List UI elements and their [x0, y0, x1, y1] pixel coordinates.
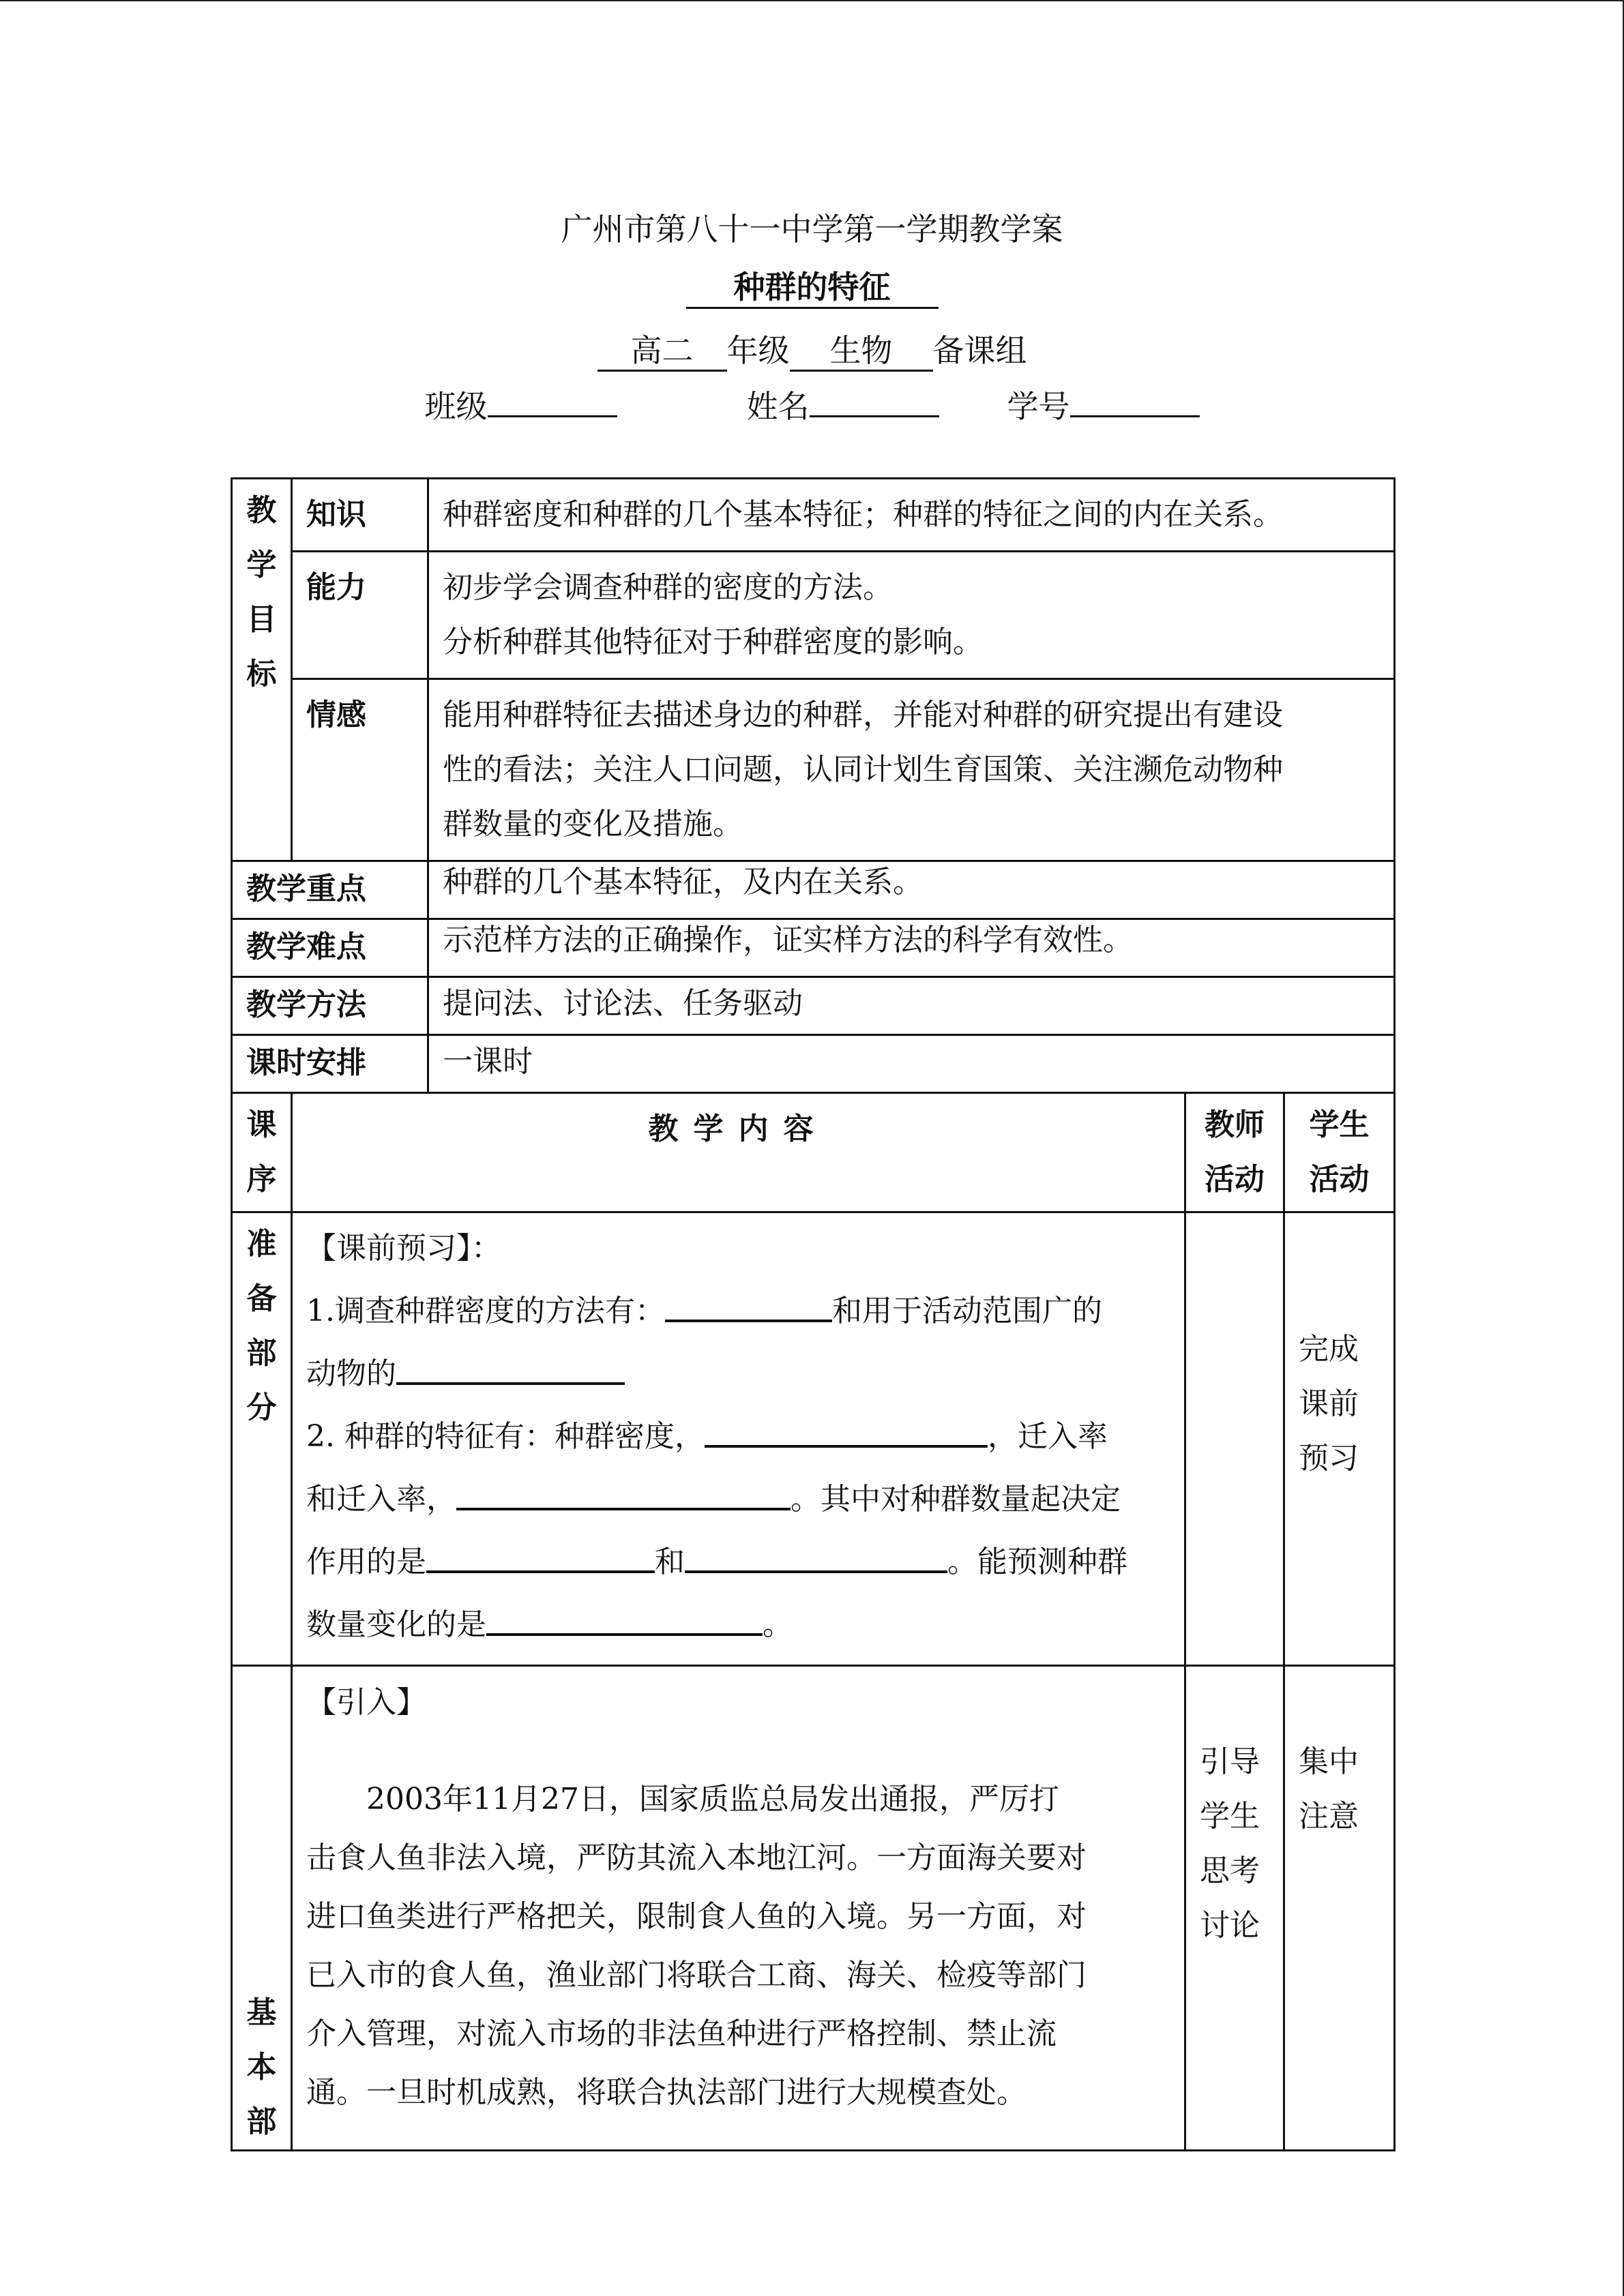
class-label: 班级 — [424, 388, 488, 425]
teacher-header-line: 教师 — [1205, 1107, 1265, 1142]
student-activity-line: 完成 — [1299, 1332, 1359, 1367]
prep-text: 数量变化的是 — [306, 1607, 486, 1642]
lesson-title — [0, 263, 1624, 308]
teacher-activity-line: 学生 — [1200, 1799, 1260, 1834]
basic-row — [232, 1666, 1395, 2151]
prep-text: ，迁入率 — [987, 1419, 1108, 1454]
objective-line: 初步学会调查种群的密度的方法。 — [443, 570, 893, 605]
teacher-header-line: 活动 — [1205, 1162, 1265, 1197]
prep-label-char: 准 — [246, 1227, 277, 1262]
group-suffix: 备课组 — [932, 332, 1027, 369]
student-activity-line: 课前 — [1299, 1386, 1359, 1421]
intro-paragraph-line: 介入管理，对流入市场的非法鱼种进行严格控制、禁止流 — [306, 2016, 1057, 2051]
objective-line: 种群密度和种群的几个基本特征；种群的特征之间的内在关系。 — [443, 497, 1283, 532]
answer-blank[interactable] — [685, 1540, 947, 1573]
content-header-row — [232, 1093, 1395, 1212]
basic-label-char: 部 — [246, 2104, 277, 2139]
answer-blank[interactable] — [705, 1415, 988, 1448]
basic-label-char: 基 — [246, 1995, 277, 2030]
basic-label — [232, 1666, 292, 2151]
answer-blank[interactable] — [486, 1603, 763, 1636]
basic-content — [292, 1666, 1185, 2151]
objective-line: 分析种群其他特征对于种群密度的影响。 — [443, 625, 983, 659]
prep-text: 。能预测种群 — [947, 1545, 1127, 1579]
info-value: 示范样方法的正确操作，证实样方法的科学有效性。 — [428, 919, 1395, 977]
teacher-activity-line: 引导 — [1200, 1744, 1260, 1779]
info-value: 提问法、讨论法、任务驱动 — [428, 977, 1395, 1035]
basic-student-activity — [1284, 1666, 1395, 2151]
id-blank[interactable] — [1070, 415, 1200, 417]
name-blank[interactable] — [810, 415, 939, 417]
prep-text: 1.调查种群密度的方法有： — [306, 1294, 665, 1328]
info-label: 教学方法 — [232, 977, 428, 1035]
intro-paragraph-line: 已入市的食人鱼，渔业部门将联合工商、海关、检疫等部门 — [306, 1958, 1087, 1993]
prep-q1-line2 — [306, 1343, 1170, 1405]
intro-heading: 【引入】 — [306, 1685, 426, 1720]
prep-heading: 【课前预习】： — [306, 1231, 501, 1266]
prep-content — [292, 1212, 1185, 1666]
prep-label-char: 部 — [246, 1336, 277, 1371]
objectives-label-char: 目 — [246, 602, 277, 637]
order-header-char: 序 — [246, 1162, 277, 1197]
intro-paragraph-line: 进口鱼类进行严格把关，限制食人鱼的入境。另一方面，对 — [306, 1899, 1087, 1934]
intro-paragraph-line: 通。一旦时机成熟，将联合执法部门进行大规模查处。 — [306, 2075, 1027, 2110]
objectives-label-char: 标 — [246, 657, 277, 691]
prep-label-char: 分 — [246, 1390, 277, 1425]
student-activity-line: 预习 — [1299, 1441, 1359, 1476]
info-row-schedule — [232, 1035, 1395, 1093]
info-label: 教学难点 — [232, 919, 428, 977]
grade-value: 高二 — [597, 332, 727, 372]
objective-line: 群数量的变化及措施。 — [443, 807, 743, 841]
prep-label-char: 备 — [246, 1281, 277, 1316]
objectives-label — [232, 479, 292, 861]
student-activity-line: 集中 — [1299, 1744, 1359, 1779]
objectives-label-char: 学 — [246, 548, 277, 582]
objective-line: 能用种群特征去描述身边的种群，并能对种群的研究提出有建设 — [443, 698, 1283, 732]
objective-label-knowledge: 知识 — [292, 479, 428, 552]
answer-blank[interactable] — [456, 1478, 791, 1510]
answer-blank[interactable] — [665, 1289, 832, 1322]
info-value: 一课时 — [428, 1035, 1395, 1093]
info-label: 课时安排 — [232, 1035, 428, 1093]
info-row-method — [232, 977, 1395, 1035]
objective-line: 性的看法；关注人口问题，认同计划生育国策、关注濒危动物种 — [443, 752, 1283, 787]
objective-text-knowledge — [428, 479, 1395, 552]
prep-q2-line1 — [306, 1405, 1170, 1468]
student-id-line — [0, 382, 1624, 427]
prep-text: 2. 种群的特征有：种群密度， — [306, 1419, 705, 1454]
prep-row — [232, 1212, 1395, 1666]
info-label: 教学重点 — [232, 861, 428, 919]
lesson-title-text: 种群的特征 — [686, 269, 939, 309]
prep-q2-line4 — [306, 1594, 1170, 1656]
objective-row-knowledge — [232, 479, 1395, 552]
teacher-activity-header — [1185, 1093, 1284, 1212]
top-border-line — [0, 0, 1624, 1]
order-header-char: 课 — [246, 1107, 277, 1142]
subject-value: 生物 — [790, 332, 933, 372]
page-title: 广州市第八十一中学第一学期教学案 — [561, 211, 1063, 248]
student-header-line: 学生 — [1309, 1107, 1370, 1142]
prep-label — [232, 1212, 292, 1666]
prep-text: 。 — [763, 1607, 793, 1642]
prep-text: 和迁入率， — [306, 1482, 456, 1517]
student-activity-line: 注意 — [1299, 1799, 1359, 1834]
class-blank[interactable] — [488, 415, 617, 417]
objective-label-emotion: 情感 — [292, 679, 428, 861]
objective-row-ability — [232, 552, 1395, 679]
prep-text: 动物的 — [306, 1356, 396, 1391]
info-row-difficulties — [232, 919, 1395, 977]
teacher-activity-line: 思考 — [1200, 1853, 1260, 1888]
objective-row-emotion — [232, 679, 1395, 861]
prep-text: 。其中对种群数量起决定 — [791, 1482, 1121, 1517]
teacher-activity-line: 讨论 — [1200, 1908, 1260, 1943]
intro-paragraph-line: 击食人鱼非法入境，严防其流入本地江河。一方面海关要对 — [306, 1840, 1087, 1875]
intro-paragraph-line: 2003年11月27日，国家质监总局发出通报，严厉打 — [366, 1782, 1059, 1817]
basic-teacher-activity — [1185, 1666, 1284, 2151]
prep-q2-line3 — [306, 1531, 1170, 1594]
prep-student-activity — [1284, 1212, 1395, 1666]
lesson-plan-table — [231, 477, 1396, 2151]
info-row-key-points — [232, 861, 1395, 919]
answer-blank[interactable] — [426, 1540, 655, 1573]
basic-label-char: 本 — [246, 2050, 277, 2085]
info-value: 种群的几个基本特征，及内在关系。 — [428, 861, 1395, 919]
prep-text: 和用于活动范围广的 — [831, 1294, 1102, 1328]
grade-line — [0, 326, 1624, 372]
objective-label-ability: 能力 — [292, 552, 428, 679]
objectives-label-char: 教 — [246, 493, 277, 528]
order-header — [232, 1093, 292, 1212]
prep-text: 作用的是 — [306, 1545, 426, 1579]
prep-q1-line1 — [306, 1280, 1170, 1343]
answer-blank[interactable] — [396, 1352, 625, 1385]
student-activity-header — [1284, 1093, 1395, 1212]
content-header: 教学内容 — [292, 1093, 1185, 1212]
grade-suffix: 年级 — [726, 332, 790, 369]
objective-text-emotion — [428, 679, 1395, 861]
student-header-line: 活动 — [1309, 1162, 1370, 1197]
prep-text: 和 — [655, 1545, 685, 1579]
prep-q2-line2 — [306, 1468, 1170, 1531]
prep-teacher-activity — [1185, 1212, 1284, 1666]
objective-text-ability — [428, 552, 1395, 679]
name-label: 姓名 — [746, 388, 810, 425]
id-label: 学号 — [1007, 388, 1070, 425]
